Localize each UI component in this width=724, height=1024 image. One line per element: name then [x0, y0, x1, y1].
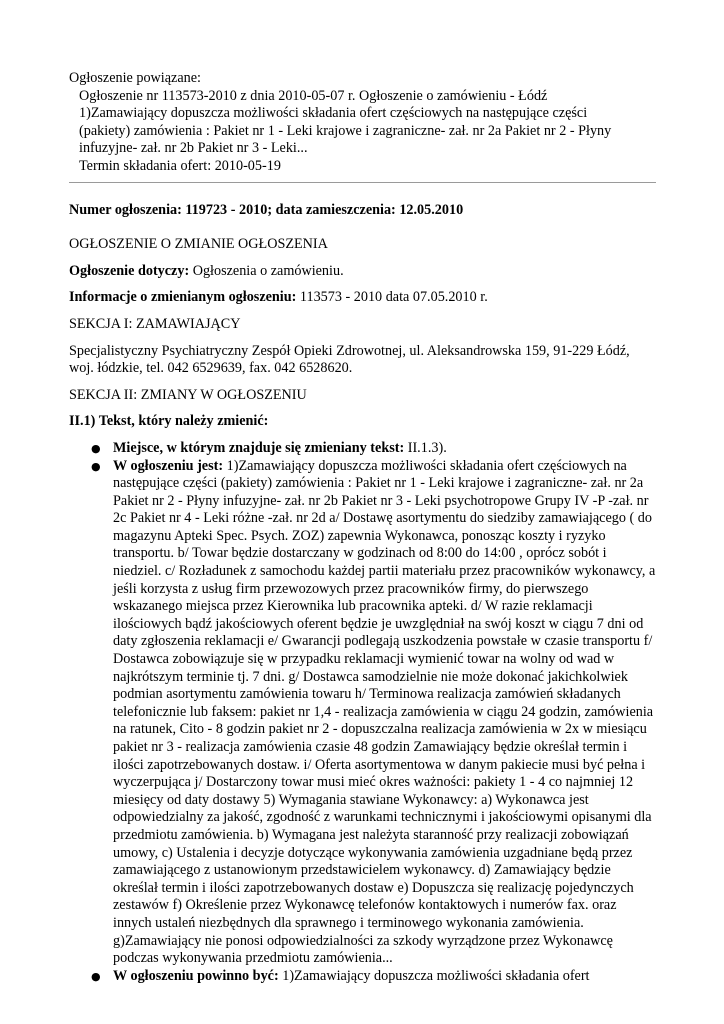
- notice-number-header: Numer ogłoszenia: 119723 - 2010; data zamieszczenia: 12.05.2010: [69, 201, 464, 218]
- change-label: Miejsce, w którym znajduje się zmieniany tekst:: [113, 439, 405, 456]
- list-item: [69, 458, 656, 968]
- related-notice-line: (pakiety) zamówienia : Pakiet nr 1 - Leki krajowe i zagraniczne- zał. nr 2a Pakiet nr 2 - Płyny: [79, 122, 612, 139]
- change-text: 1)Zamawiający dopuszcza możliwości składania ofert częściowych na następujące części (pakiety) zamówienia : Pakiet nr 1 - Leki krajowe i zagraniczne- zał. nr 2a Pakiet nr 2 - Płyny infuzyjne- zał. nr 2b Pakiet nr 3 - Leki psychotropowe Grupy IV -P -zał. nr 2c Pakiet nr 4 - Leki różne -zał. nr 2d a/ Dostawę asortymentu do siedziby zamawiającego ( do magazynu Apteki Spec. Psych. ZOZ) zapewnia Wykonawca, ponosząc koszty i ryzyko transportu. b/ Towar będzie dostarczany w godzinach od 8:00 do 14:00 , oprócz sobót i niedziel. c/ Rozładunek z samochodu każdej partii materiału przez pracowników wykonawcy, a jeśli korzysta z usług firm przewozowych przez pracowników firmy, do pierwszego wskazanego miejsca przez Kierownika lub pracownika apteki. d/ W razie reklamacji ilościowych bądź jakościowych oferent będzie je uwzględniał na swój koszt w ciągu 7 dni od daty zgłoszenia reklamacji e/ Gwarancji podlegają uszkodzenia powstałe w czasie transportu f/ Dostawca zobowiązuje się w przypadku reklamacji wymienić towar na wolny od wad w najkrótszym terminie tj. 7 dni. g/ Dostawca samodzielnie nie może dokonać jakichkolwiek podmian asortymentu zamówienia towaru h/ Terminowa realizacja zamówień składanych telefonicznie lub faksem: pakiet nr 1,4 - realizacja zamówienia w ciągu 24 godzin, zamówienia na ratunek, Cito - 8 godzin pakiet nr 2 - dopuszczalna realizacja zamówienia w 2x w miesiącu pakiet nr 3 - realizacja zamówienia czasie 48 godzin Zamawiający będzie określał termin i ilości zapotrzebowanych dostaw. i/ Oferta asortymentowa w danym pakiecie musi być pełna i wyczerpująca j/ Dostarczony towar musi mieć okres ważności: pakiety 1 - 4 co najmniej 12 miesięcy od daty dostawy 5) Wymagania stawiane Wykonawcy: a) Wykonawca jest odpowiedzialny za jakość, zgodność z warunkami technicznymi i jakościowymi opisanymi dla przedmiotu zamówienia. b) Wymagana jest należyta staranność przy realizacji zobowiązań umowy, c) Ustalenia i decyzje dotyczące wykonywania zamówienia uzgadniane będą przez zamawiającego z ustanowionym przedstawicielem wykonawcy. d) Zamawiający będzie określał termin i ilości zapotrzebowanych dostaw e) Dopuszcza się realizację pojedynczych zestawów f) Określenie przez Wykonawcę telefonów kontaktowych i numerów fax. oraz innych ustaleń niezbędnych dla sprawnego i terminowego wykonania zamówienia. g)Zamawiający nie ponosi odpowiedzialności za szkody wyrządzone przez Wykonawcę podczas wykonywania przedmiotu zamówienia...: [113, 457, 656, 967]
- list-item: [69, 968, 656, 986]
- document-page: [69, 70, 656, 985]
- related-notice-link[interactable]: Ogłoszenie nr 113573-2010 z dnia 2010-05-07 r. Ogłoszenie o zamówieniu - Łódź: [79, 87, 548, 104]
- related-notice-line: 1)Zamawiający dopuszcza możliwości składania ofert częściowych na następujące części: [79, 105, 588, 122]
- notice-concerns: [69, 263, 656, 281]
- related-notice-deadline: Termin składania ofert: 2010-05-19: [79, 157, 281, 174]
- changed-notice-info-label: Informacje o zmienianym ogłoszeniu:: [69, 289, 297, 306]
- notice-title: OGŁOSZENIE O ZMIANIE OGŁOSZENIA: [69, 236, 328, 253]
- related-notice-line: infuzyjne- zał. nr 2b Pakiet nr 3 - Leki...: [79, 140, 308, 157]
- changed-notice-info-value: 113573 - 2010 data 07.05.2010 r.: [296, 289, 488, 306]
- change-text: 1)Zamawiający dopuszcza możliwości składania ofert: [278, 967, 590, 984]
- related-notice: [69, 70, 656, 176]
- list-item: [69, 440, 656, 458]
- change-text: II.1.3).: [404, 439, 447, 456]
- related-notice-title: Ogłoszenie powiązane:: [69, 70, 201, 86]
- change-label: W ogłoszeniu powinno być:: [113, 967, 279, 984]
- bullet-icon: ●: [91, 969, 101, 983]
- bullet-icon: ●: [91, 441, 101, 455]
- changes-list: [69, 440, 656, 985]
- section-1-title: SEKCJA I: ZAMAWIAJĄCY: [69, 315, 241, 332]
- notice-concerns-value: Ogłoszenia o zamówieniu.: [189, 262, 344, 279]
- divider: [69, 182, 656, 183]
- contracting-authority: Specjalistyczny Psychiatryczny Zespół Opieki Zdrowotnej, ul. Aleksandrowska 159, 91-229 Łódź, woj. łódzkie, tel. 042 6529639, fax. 042 6528620.: [69, 342, 630, 377]
- related-notice-details: [79, 88, 656, 176]
- subsection-title: II.1) Tekst, który należy zmienić:: [69, 413, 269, 430]
- bullet-icon: ●: [91, 459, 101, 473]
- section-2-title: SEKCJA II: ZMIANY W OGŁOSZENIU: [69, 386, 307, 403]
- change-label: W ogłoszeniu jest:: [113, 457, 224, 474]
- notice-concerns-label: Ogłoszenie dotyczy:: [69, 262, 190, 279]
- changed-notice-info: [69, 289, 656, 307]
